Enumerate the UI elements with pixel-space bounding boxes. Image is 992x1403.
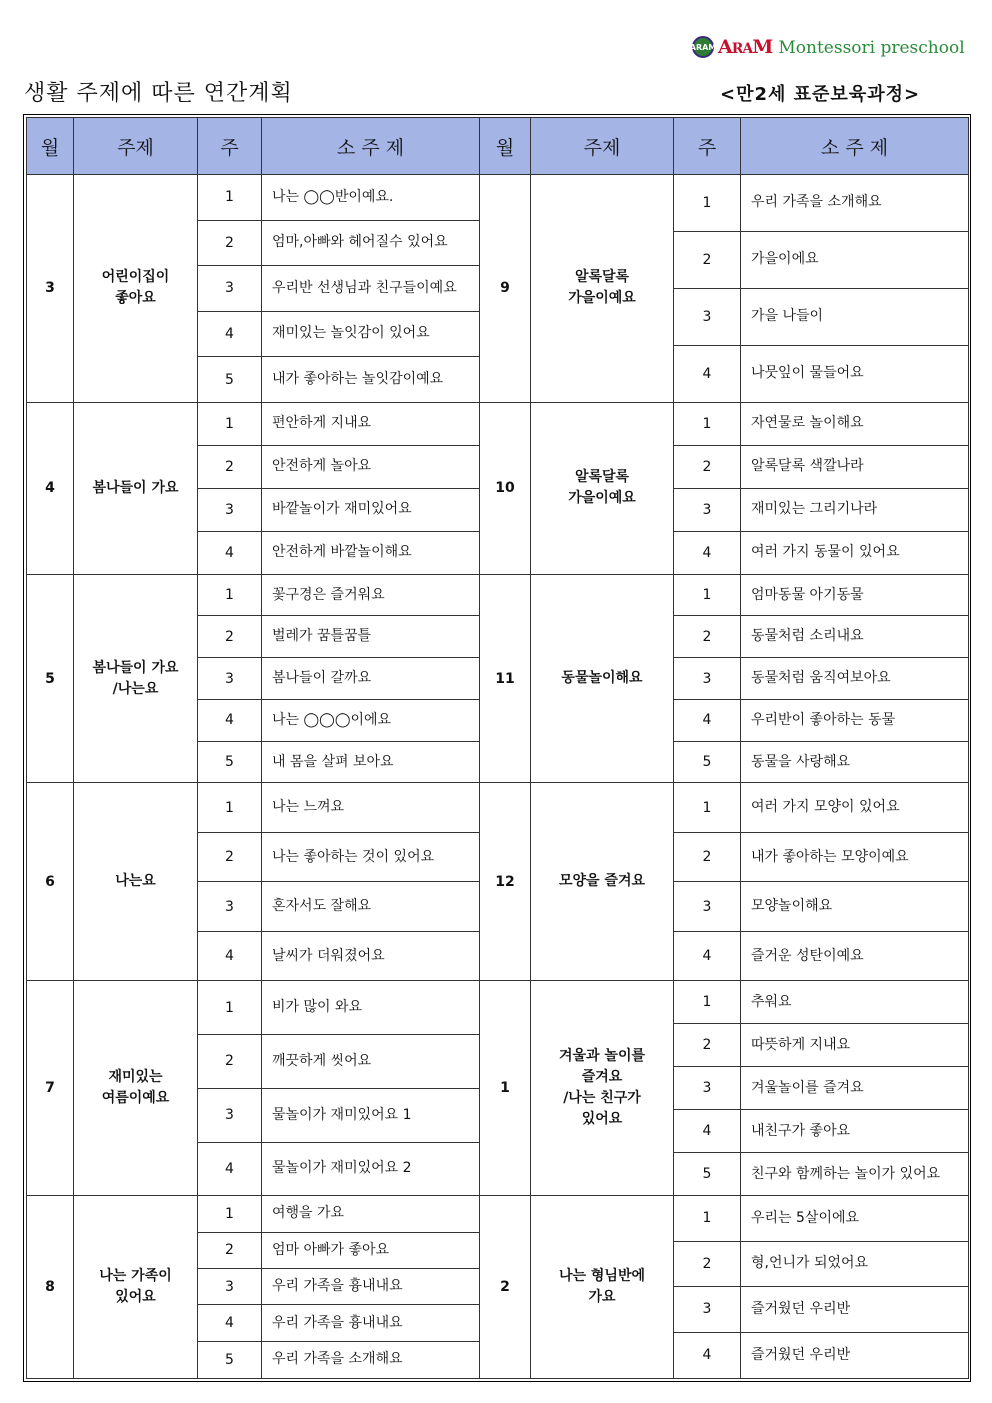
subtopic-cell: 우리 가족을 흉내내요 <box>262 1305 480 1341</box>
month-cell: 4 <box>27 402 74 574</box>
week-cell: 2 <box>198 832 262 881</box>
week-cell: 3 <box>198 488 262 531</box>
subtopic-cell: 물놀이가 재미있어요 2 <box>262 1142 480 1196</box>
subtopic-cell: 동물을 사랑해요 <box>741 741 969 783</box>
month-cell: 12 <box>480 783 531 981</box>
logo-tagline: Montessori preschool <box>778 38 965 58</box>
subtopic-cell: 여행을 가요 <box>262 1196 480 1232</box>
theme-cell: 나는요 <box>74 783 198 981</box>
subtopic-cell: 나뭇잎이 물들어요 <box>741 345 969 402</box>
week-cell: 4 <box>674 1110 741 1153</box>
week-cell: 2 <box>674 445 741 488</box>
subtopic-cell: 우리 가족을 소개해요 <box>262 1341 480 1378</box>
week-cell: 4 <box>198 1142 262 1196</box>
week-cell: 3 <box>198 266 262 312</box>
week-cell: 2 <box>674 616 741 658</box>
week-cell: 3 <box>674 288 741 345</box>
week-cell: 3 <box>198 882 262 931</box>
table-row <box>27 175 969 186</box>
header-week: 주 <box>198 118 262 175</box>
header-week: 주 <box>674 118 741 175</box>
week-cell: 4 <box>674 345 741 402</box>
week-cell: 2 <box>674 832 741 881</box>
week-cell: 1 <box>674 1196 741 1241</box>
subtopic-cell: 안전하게 놀아요 <box>262 445 480 488</box>
week-cell: 3 <box>198 1269 262 1305</box>
subtopic-cell: 동물처럼 움직여보아요 <box>741 658 969 700</box>
header-subtopic: 소 주 제 <box>741 118 969 175</box>
month-cell: 3 <box>27 175 74 403</box>
header-subtopic: 소 주 제 <box>262 118 480 175</box>
week-cell: 4 <box>674 931 741 980</box>
subtopic-cell: 동물처럼 소리내요 <box>741 616 969 658</box>
subtopic-cell: 엄마동물 아기동물 <box>741 574 969 616</box>
week-cell: 3 <box>674 488 741 531</box>
subtopic-cell: 나는 느껴요 <box>262 783 480 832</box>
theme-cell: 어린이집이 좋아요 <box>74 175 198 403</box>
subtopic-cell: 친구와 함께하는 놀이가 있어요 <box>741 1153 969 1196</box>
week-cell: 2 <box>198 1035 262 1089</box>
subtopic-cell: 추워요 <box>741 981 969 1024</box>
week-cell: 3 <box>674 658 741 700</box>
subtopic-cell: 내친구가 좋아요 <box>741 1110 969 1153</box>
week-cell: 4 <box>198 1305 262 1341</box>
logo <box>689 36 965 58</box>
table-row <box>27 402 969 411</box>
week-cell: 5 <box>198 1341 262 1378</box>
subtopic-cell: 모양놀이해요 <box>741 882 969 931</box>
theme-cell: 알록달록 가을이예요 <box>531 402 674 574</box>
theme-cell: 알록달록 가을이예요 <box>531 175 674 403</box>
month-cell: 9 <box>480 175 531 403</box>
week-cell: 4 <box>674 531 741 574</box>
week-cell: 1 <box>674 574 741 616</box>
subtopic-cell: 내 몸을 살펴 보아요 <box>262 741 480 783</box>
plan-table-frame <box>23 114 971 1382</box>
month-cell: 7 <box>27 981 74 1196</box>
subtopic-cell: 즐거운 성탄이예요 <box>741 931 969 980</box>
subtopic-cell: 바깥놀이가 재미있어요 <box>262 488 480 531</box>
subtopic-cell: 나는 좋아하는 것이 있어요 <box>262 832 480 881</box>
subtopic-cell: 겨울놀이를 즐겨요 <box>741 1067 969 1110</box>
week-cell: 3 <box>198 658 262 700</box>
week-cell: 1 <box>674 175 741 232</box>
subtopic-cell: 나는 ◯◯반이예요. <box>262 175 480 221</box>
page-subtitle: <만2세 표준보육과정> <box>720 84 921 105</box>
header-theme: 주제 <box>531 118 674 175</box>
month-cell: 11 <box>480 574 531 783</box>
theme-cell: 겨울과 놀이를 즐겨요 /나는 친구가 있어요 <box>531 981 674 1196</box>
header-month: 월 <box>480 118 531 175</box>
subtopic-cell: 내가 좋아하는 놀잇감이예요 <box>262 357 480 403</box>
subtopic-cell: 우리 가족을 소개해요 <box>741 175 969 232</box>
annual-plan-table <box>26 117 969 1379</box>
subtopic-cell: 따뜻하게 지내요 <box>741 1024 969 1067</box>
subtopic-cell: 재미있는 그리기나라 <box>741 488 969 531</box>
header-theme: 주제 <box>74 118 198 175</box>
week-cell: 1 <box>198 574 262 616</box>
week-cell: 1 <box>674 981 741 1024</box>
table-row <box>27 574 969 584</box>
week-cell: 5 <box>674 741 741 783</box>
week-cell: 2 <box>198 1232 262 1268</box>
subtopic-cell: 알록달록 색깔나라 <box>741 445 969 488</box>
logo-text <box>718 36 965 58</box>
week-cell: 5 <box>198 357 262 403</box>
week-cell: 1 <box>198 783 262 832</box>
theme-cell: 동물놀이해요 <box>531 574 674 783</box>
page-title: 생활 주제에 따른 연간계획 <box>24 81 293 106</box>
logo-brand: ARAM <box>718 36 773 58</box>
theme-cell: 봄나들이 가요 <box>74 402 198 574</box>
theme-cell: 나는 형님반에 가요 <box>531 1196 674 1379</box>
subtopic-cell: 우리는 5살이에요 <box>741 1196 969 1241</box>
header-row <box>27 118 969 175</box>
week-cell: 1 <box>198 1196 262 1232</box>
table-row <box>27 1196 969 1205</box>
week-cell: 2 <box>198 220 262 266</box>
theme-cell: 나는 가족이 있어요 <box>74 1196 198 1379</box>
subtopic-cell: 봄나들이 갈까요 <box>262 658 480 700</box>
month-cell: 6 <box>27 783 74 981</box>
week-cell: 1 <box>198 402 262 445</box>
subtopic-cell: 우리반이 좋아하는 동물 <box>741 699 969 741</box>
subtopic-cell: 가을이에요 <box>741 231 969 288</box>
month-cell: 10 <box>480 402 531 574</box>
week-cell: 4 <box>674 699 741 741</box>
week-cell: 2 <box>674 1241 741 1286</box>
month-cell: 2 <box>480 1196 531 1379</box>
subtopic-cell: 혼자서도 잘해요 <box>262 882 480 931</box>
subtopic-cell: 즐거웠던 우리반 <box>741 1287 969 1332</box>
subtopic-cell: 우리 가족을 흉내내요 <box>262 1269 480 1305</box>
week-cell: 1 <box>198 175 262 221</box>
week-cell: 4 <box>198 699 262 741</box>
week-cell: 3 <box>674 1287 741 1332</box>
week-cell: 3 <box>198 1088 262 1142</box>
subtopic-cell: 깨끗하게 씻어요 <box>262 1035 480 1089</box>
week-cell: 2 <box>198 616 262 658</box>
logo-badge-icon: ARAM <box>692 36 714 58</box>
month-cell: 5 <box>27 574 74 783</box>
header-month: 월 <box>27 118 74 175</box>
subtopic-cell: 우리반 선생님과 친구들이예요 <box>262 266 480 312</box>
subtopic-cell: 비가 많이 와요 <box>262 981 480 1035</box>
week-cell: 3 <box>674 1067 741 1110</box>
week-cell: 1 <box>674 402 741 445</box>
week-cell: 2 <box>674 1024 741 1067</box>
week-cell: 5 <box>674 1153 741 1196</box>
table-row <box>27 783 969 793</box>
subtopic-cell: 가을 나들이 <box>741 288 969 345</box>
week-cell: 4 <box>198 931 262 980</box>
subtopic-cell: 엄마 아빠가 좋아요 <box>262 1232 480 1268</box>
subtopic-cell: 여러 가지 동물이 있어요 <box>741 531 969 574</box>
subtopic-cell: 엄마,아빠와 헤어질수 있어요 <box>262 220 480 266</box>
subtopic-cell: 자연물로 놀이해요 <box>741 402 969 445</box>
subtopic-cell: 물놀이가 재미있어요 1 <box>262 1088 480 1142</box>
week-cell: 4 <box>198 311 262 357</box>
theme-cell: 봄나들이 가요 /나는요 <box>74 574 198 783</box>
week-cell: 2 <box>198 445 262 488</box>
subtopic-cell: 재미있는 놀잇감이 있어요 <box>262 311 480 357</box>
theme-cell: 모양을 즐겨요 <box>531 783 674 981</box>
subtopic-cell: 여러 가지 모양이 있어요 <box>741 783 969 832</box>
subtopic-cell: 즐거웠던 우리반 <box>741 1332 969 1378</box>
subtopic-cell: 내가 좋아하는 모양이예요 <box>741 832 969 881</box>
week-cell: 4 <box>674 1332 741 1378</box>
subtopic-cell: 편안하게 지내요 <box>262 402 480 445</box>
week-cell: 4 <box>198 531 262 574</box>
month-cell: 8 <box>27 1196 74 1379</box>
subtopic-cell: 벌레가 꿈틀꿈틀 <box>262 616 480 658</box>
week-cell: 1 <box>198 981 262 1035</box>
theme-cell: 재미있는 여름이예요 <box>74 981 198 1196</box>
week-cell: 1 <box>674 783 741 832</box>
week-cell: 2 <box>674 231 741 288</box>
week-cell: 3 <box>674 882 741 931</box>
subtopic-cell: 꽃구경은 즐거워요 <box>262 574 480 616</box>
month-cell: 1 <box>480 981 531 1196</box>
week-cell: 5 <box>198 741 262 783</box>
subtopic-cell: 안전하게 바깥놀이해요 <box>262 531 480 574</box>
table-row <box>27 981 969 992</box>
subtopic-cell: 날씨가 더워졌어요 <box>262 931 480 980</box>
subtopic-cell: 형,언니가 되었어요 <box>741 1241 969 1286</box>
subtopic-cell: 나는 ◯◯◯이에요 <box>262 699 480 741</box>
